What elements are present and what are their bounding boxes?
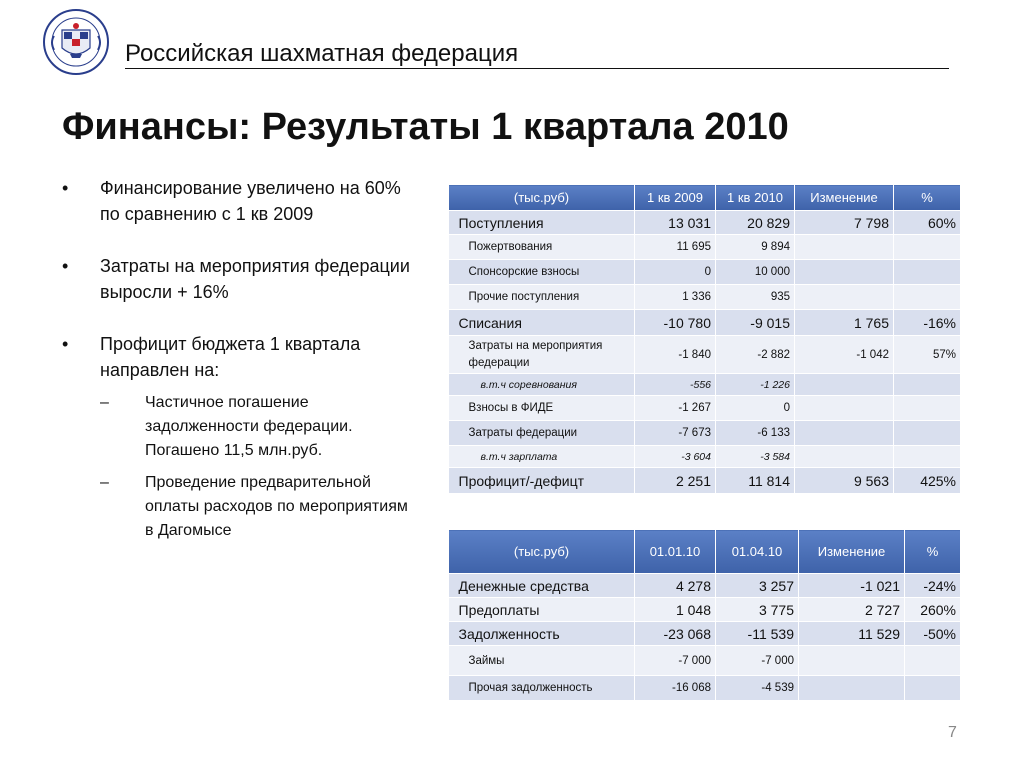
table-row: [449, 676, 961, 701]
column-header: %: [905, 530, 961, 574]
table-cell: 60%: [894, 211, 961, 235]
table-row: [449, 574, 961, 598]
table-cell: -3 604: [635, 446, 716, 468]
table-cell: -6 133: [716, 421, 795, 446]
table-cell: 11 695: [635, 235, 716, 260]
dash-icon: –: [100, 474, 109, 491]
table-cell: 260%: [905, 598, 961, 622]
table-cell: 13 031: [635, 211, 716, 235]
table-cell: [795, 285, 894, 310]
table-cell: [795, 260, 894, 285]
table-cell: -4 539: [716, 676, 799, 701]
table-row: [449, 446, 961, 468]
column-header: Изменение: [795, 185, 894, 211]
table-cell: [795, 374, 894, 396]
table-cell: [795, 421, 894, 446]
table-row: [449, 421, 961, 446]
row-label: Денежные средства: [449, 574, 635, 598]
table-cell: 2 727: [799, 598, 905, 622]
organization-name: Российская шахматная федерация: [125, 40, 519, 67]
table-row: [449, 211, 961, 235]
page-number: 7: [948, 724, 957, 741]
column-header: 1 кв 2010: [716, 185, 795, 211]
table-row: [449, 310, 961, 336]
table-row: [449, 622, 961, 646]
row-label: Поступления: [449, 211, 635, 235]
table-cell: -16 068: [635, 676, 716, 701]
row-label: в.т.ч зарплата: [449, 446, 635, 468]
row-label: Профицит/-дефицт: [449, 468, 635, 494]
bullet-dot-icon: •: [62, 256, 69, 276]
row-label: Списания: [449, 310, 635, 336]
table-cell: -3 584: [716, 446, 795, 468]
row-label: Затраты федерации: [449, 421, 635, 446]
table-cell: -1 267: [635, 396, 716, 421]
table-row: [449, 396, 961, 421]
table-cell: -2 882: [716, 336, 795, 374]
table-cell: 1 048: [635, 598, 716, 622]
table-cell: -556: [635, 374, 716, 396]
table-cell: -50%: [905, 622, 961, 646]
table-cell: [905, 676, 961, 701]
bullet-list: [60, 175, 420, 543]
table-header-row: [449, 530, 961, 574]
table-row: [449, 598, 961, 622]
table-cell: [894, 374, 961, 396]
row-label: Прочие поступления: [449, 285, 635, 310]
table-cell: 0: [635, 260, 716, 285]
column-header: (тыс.руб): [449, 185, 635, 211]
table-cell: -10 780: [635, 310, 716, 336]
row-label: Спонсорские взносы: [449, 260, 635, 285]
table-cell: -1 021: [799, 574, 905, 598]
bullet-text: Финансирование увеличено на 60% по сравнению с 1 кв 2009: [100, 178, 401, 224]
table-cell: [894, 396, 961, 421]
table-cell: -23 068: [635, 622, 716, 646]
table-header-row: [449, 185, 961, 211]
row-label: Предоплаты: [449, 598, 635, 622]
table-cell: 3 257: [716, 574, 799, 598]
header-underline: [125, 68, 949, 69]
table-cell: [799, 646, 905, 676]
balance-table: [448, 529, 961, 701]
table-cell: 10 000: [716, 260, 795, 285]
table-cell: -1 042: [795, 336, 894, 374]
table-cell: -7 000: [635, 646, 716, 676]
dash-icon: –: [100, 394, 109, 411]
column-header: Изменение: [799, 530, 905, 574]
table-cell: -1 226: [716, 374, 795, 396]
column-header: (тыс.руб): [449, 530, 635, 574]
table-cell: [905, 646, 961, 676]
table-cell: [894, 421, 961, 446]
table-row: [449, 374, 961, 396]
table-cell: 11 529: [799, 622, 905, 646]
table-cell: -11 539: [716, 622, 799, 646]
sub-bullet-item: [100, 471, 420, 543]
table-cell: 2 251: [635, 468, 716, 494]
column-header: 01.01.10: [635, 530, 716, 574]
sub-bullet-item: [100, 391, 420, 463]
bullet-dot-icon: •: [62, 178, 69, 198]
table-cell: -7 673: [635, 421, 716, 446]
table-row: [449, 336, 961, 374]
column-header: %: [894, 185, 961, 211]
bullet-item: [60, 253, 420, 305]
federation-logo-icon: [42, 8, 110, 76]
quarterly-results-table: [448, 184, 961, 494]
bullet-text: Профицит бюджета 1 квартала направлен на:: [100, 334, 361, 380]
sub-bullet-text: Проведение предварительной оплаты расходов по мероприятиям в Дагомысе: [145, 474, 408, 539]
table-cell: [795, 235, 894, 260]
table-cell: 7 798: [795, 211, 894, 235]
row-label: Прочая задолженность: [449, 676, 635, 701]
table-cell: 3 775: [716, 598, 799, 622]
table-row: [449, 468, 961, 494]
table-cell: [894, 260, 961, 285]
bullet-item: [60, 331, 420, 383]
table-cell: 9 563: [795, 468, 894, 494]
table-cell: 1 765: [795, 310, 894, 336]
row-label: Затраты на мероприятия федерации: [449, 336, 635, 374]
table-cell: 11 814: [716, 468, 795, 494]
row-label: в.т.ч соревнования: [449, 374, 635, 396]
table-cell: 1 336: [635, 285, 716, 310]
table-cell: 20 829: [716, 211, 795, 235]
bullet-item: [60, 175, 420, 227]
table-cell: -7 000: [716, 646, 799, 676]
table-cell: [894, 235, 961, 260]
table-row: [449, 260, 961, 285]
table-cell: -16%: [894, 310, 961, 336]
row-label: Пожертвования: [449, 235, 635, 260]
row-label: Займы: [449, 646, 635, 676]
column-header: 1 кв 2009: [635, 185, 716, 211]
table-row: [449, 235, 961, 260]
table-cell: 0: [716, 396, 795, 421]
slide-title: Финансы: Результаты 1 квартала 2010: [62, 106, 789, 148]
table-row: [449, 646, 961, 676]
table-cell: 4 278: [635, 574, 716, 598]
bullet-dot-icon: •: [62, 334, 69, 354]
bullet-text: Затраты на мероприятия федерации выросли + 16%: [100, 256, 410, 302]
table-cell: 425%: [894, 468, 961, 494]
table-cell: [894, 446, 961, 468]
table-cell: 9 894: [716, 235, 795, 260]
row-label: Задолженность: [449, 622, 635, 646]
column-header: 01.04.10: [716, 530, 799, 574]
table-cell: [795, 396, 894, 421]
table-cell: -24%: [905, 574, 961, 598]
table-cell: [894, 285, 961, 310]
table-cell: -9 015: [716, 310, 795, 336]
table-cell: [795, 446, 894, 468]
sub-bullet-text: Частичное погашение задолженности федерации. Погашено 11,5 млн.руб.: [145, 394, 353, 459]
table-row: [449, 285, 961, 310]
table-cell: -1 840: [635, 336, 716, 374]
table-cell: 57%: [894, 336, 961, 374]
table-cell: 935: [716, 285, 795, 310]
row-label: Взносы в ФИДЕ: [449, 396, 635, 421]
table-cell: [799, 676, 905, 701]
